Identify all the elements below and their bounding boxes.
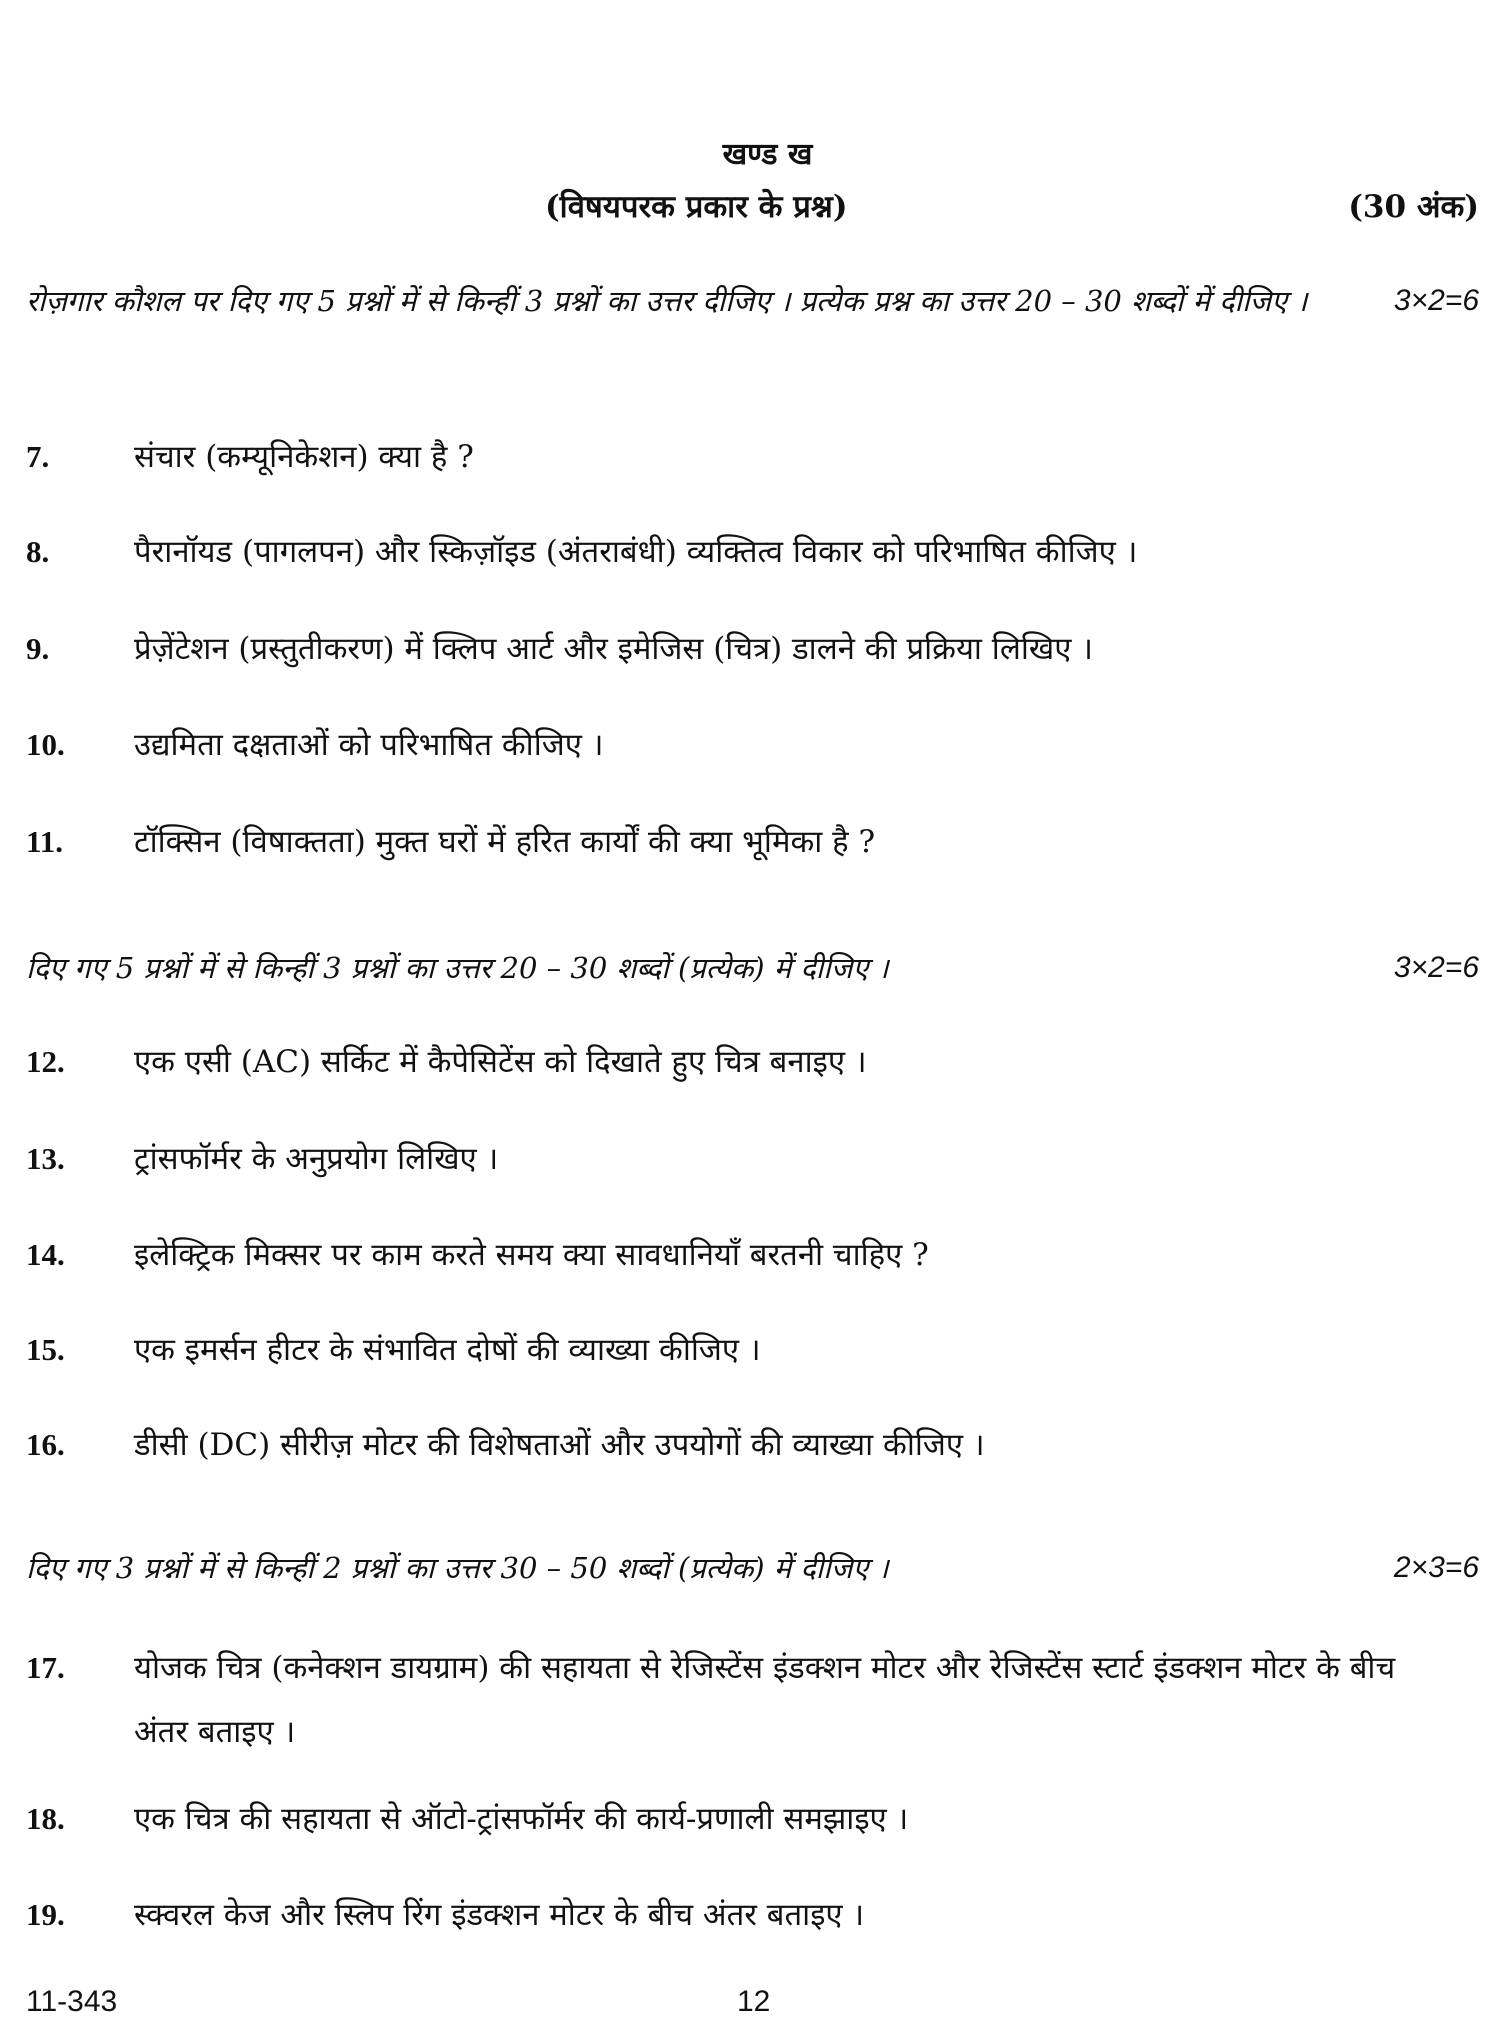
question-text: एक एसी (AC) सर्किट में कैपेसिटेंस को दिखाते हुए चित्र बनाइए । xyxy=(134,1044,867,1080)
question-number: 19. xyxy=(26,1897,65,1932)
question-text: इलेक्ट्रिक मिक्सर पर काम करते समय क्या सावधानियाँ बरतनी चाहिए ? xyxy=(134,1237,929,1273)
question-number: 12. xyxy=(26,1044,65,1079)
instruction-marks: 3×2=6 xyxy=(1393,951,1479,984)
question-15 xyxy=(26,1318,1445,1382)
question-number: 14. xyxy=(26,1237,65,1272)
instruction-text: दिए गए 3 प्रश्नों में से किन्हीं 2 प्रश्नों का उत्तर 30 – 50 शब्दों (प्रत्येक) में दीजिए । xyxy=(26,1551,889,1585)
question-text: एक चित्र की सहायता से ऑटो-ट्रांसफॉर्मर की कार्य-प्रणाली समझाइए । xyxy=(134,1801,909,1837)
question-text: स्क्वरल केज और स्लिप रिंग इंडक्शन मोटर के बीच अंतर बताइए । xyxy=(134,1897,865,1933)
question-text: ट्रांसफॉर्मर के अनुप्रयोग लिखिए । xyxy=(134,1141,499,1177)
group-1-instruction xyxy=(26,268,1479,334)
question-text: एक इमर्सन हीटर के संभावित दोषों की व्याख्या कीजिए । xyxy=(134,1332,761,1368)
question-14 xyxy=(26,1223,1445,1287)
question-9 xyxy=(26,617,1445,681)
question-text: पैरानॉयड (पागलपन) और स्किज़ॉइड (अंतराबंधी) व्यक्तित्व विकार को परिभाषित कीजिए । xyxy=(134,534,1138,570)
question-number: 11. xyxy=(26,824,64,859)
question-number: 10. xyxy=(26,727,65,762)
instruction-marks: 3×2=6 xyxy=(1393,284,1479,317)
question-17 xyxy=(26,1636,1445,1764)
instruction-text: रोज़गार कौशल पर दिए गए 5 प्रश्नों में से किन्हीं 3 प्रश्नों का उत्तर दीजिए । प्रत्येक प्रश्न का उत्तर 20 – 30 शब्दों में दीजिए । xyxy=(26,284,1308,318)
group-3-instruction xyxy=(26,1535,1479,1601)
section-title: खण्ड ख xyxy=(722,137,813,172)
page-number: 12 xyxy=(737,1985,771,2018)
instruction-text: दिए गए 5 प्रश्नों में से किन्हीं 3 प्रश्नों का उत्तर 20 – 30 शब्दों (प्रत्येक) में दीजिए । xyxy=(26,951,889,985)
question-number: 15. xyxy=(26,1332,65,1367)
question-number: 8. xyxy=(26,534,50,569)
question-8 xyxy=(26,520,1445,584)
paper-code: 11-343 xyxy=(26,1985,118,2018)
instruction-marks: 2×3=6 xyxy=(1393,1551,1479,1584)
section-total-marks: (30 अंक) xyxy=(1348,189,1479,225)
question-number: 16. xyxy=(26,1427,65,1462)
question-11 xyxy=(26,810,1445,874)
question-text: टॉक्सिन (विषाक्तता) मुक्त घरों में हरित कार्यों की क्या भूमिका है ? xyxy=(134,824,876,860)
question-12 xyxy=(26,1030,1445,1094)
question-number: 18. xyxy=(26,1801,65,1836)
question-text: प्रेज़ेंटेशन (प्रस्तुतीकरण) में क्लिप आर्ट और इमेजिस (चित्र) डालने की प्रक्रिया लिखिए । xyxy=(134,631,1093,667)
question-text: डीसी (DC) सीरीज़ मोटर की विशेषताओं और उपयोगों की व्याख्या कीजिए । xyxy=(134,1427,985,1463)
question-text: उद्यमिता दक्षताओं को परिभाषित कीजिए । xyxy=(134,727,604,763)
question-number: 17. xyxy=(26,1650,65,1685)
group-2-instruction xyxy=(26,935,1479,1001)
question-text: योजक चित्र (कनेक्शन डायग्राम) की सहायता से रेजिस्टेंस इंडक्शन मोटर और रेजिस्टेंस स्टार्ट इंडक्शन मोटर के बीच अंतर बताइए । xyxy=(134,1650,1396,1750)
question-18 xyxy=(26,1787,1445,1851)
question-number: 9. xyxy=(26,631,50,666)
question-number: 7. xyxy=(26,439,50,474)
question-13 xyxy=(26,1127,1445,1191)
question-10 xyxy=(26,713,1445,777)
question-7 xyxy=(26,425,1445,489)
section-subtitle: (विषयपरक प्रकार के प्रश्न) xyxy=(545,189,848,225)
question-text: संचार (कम्यूनिकेशन) क्या है ? xyxy=(134,439,474,475)
question-19 xyxy=(26,1883,1445,1947)
question-16 xyxy=(26,1413,1445,1477)
question-number: 13. xyxy=(26,1141,65,1176)
